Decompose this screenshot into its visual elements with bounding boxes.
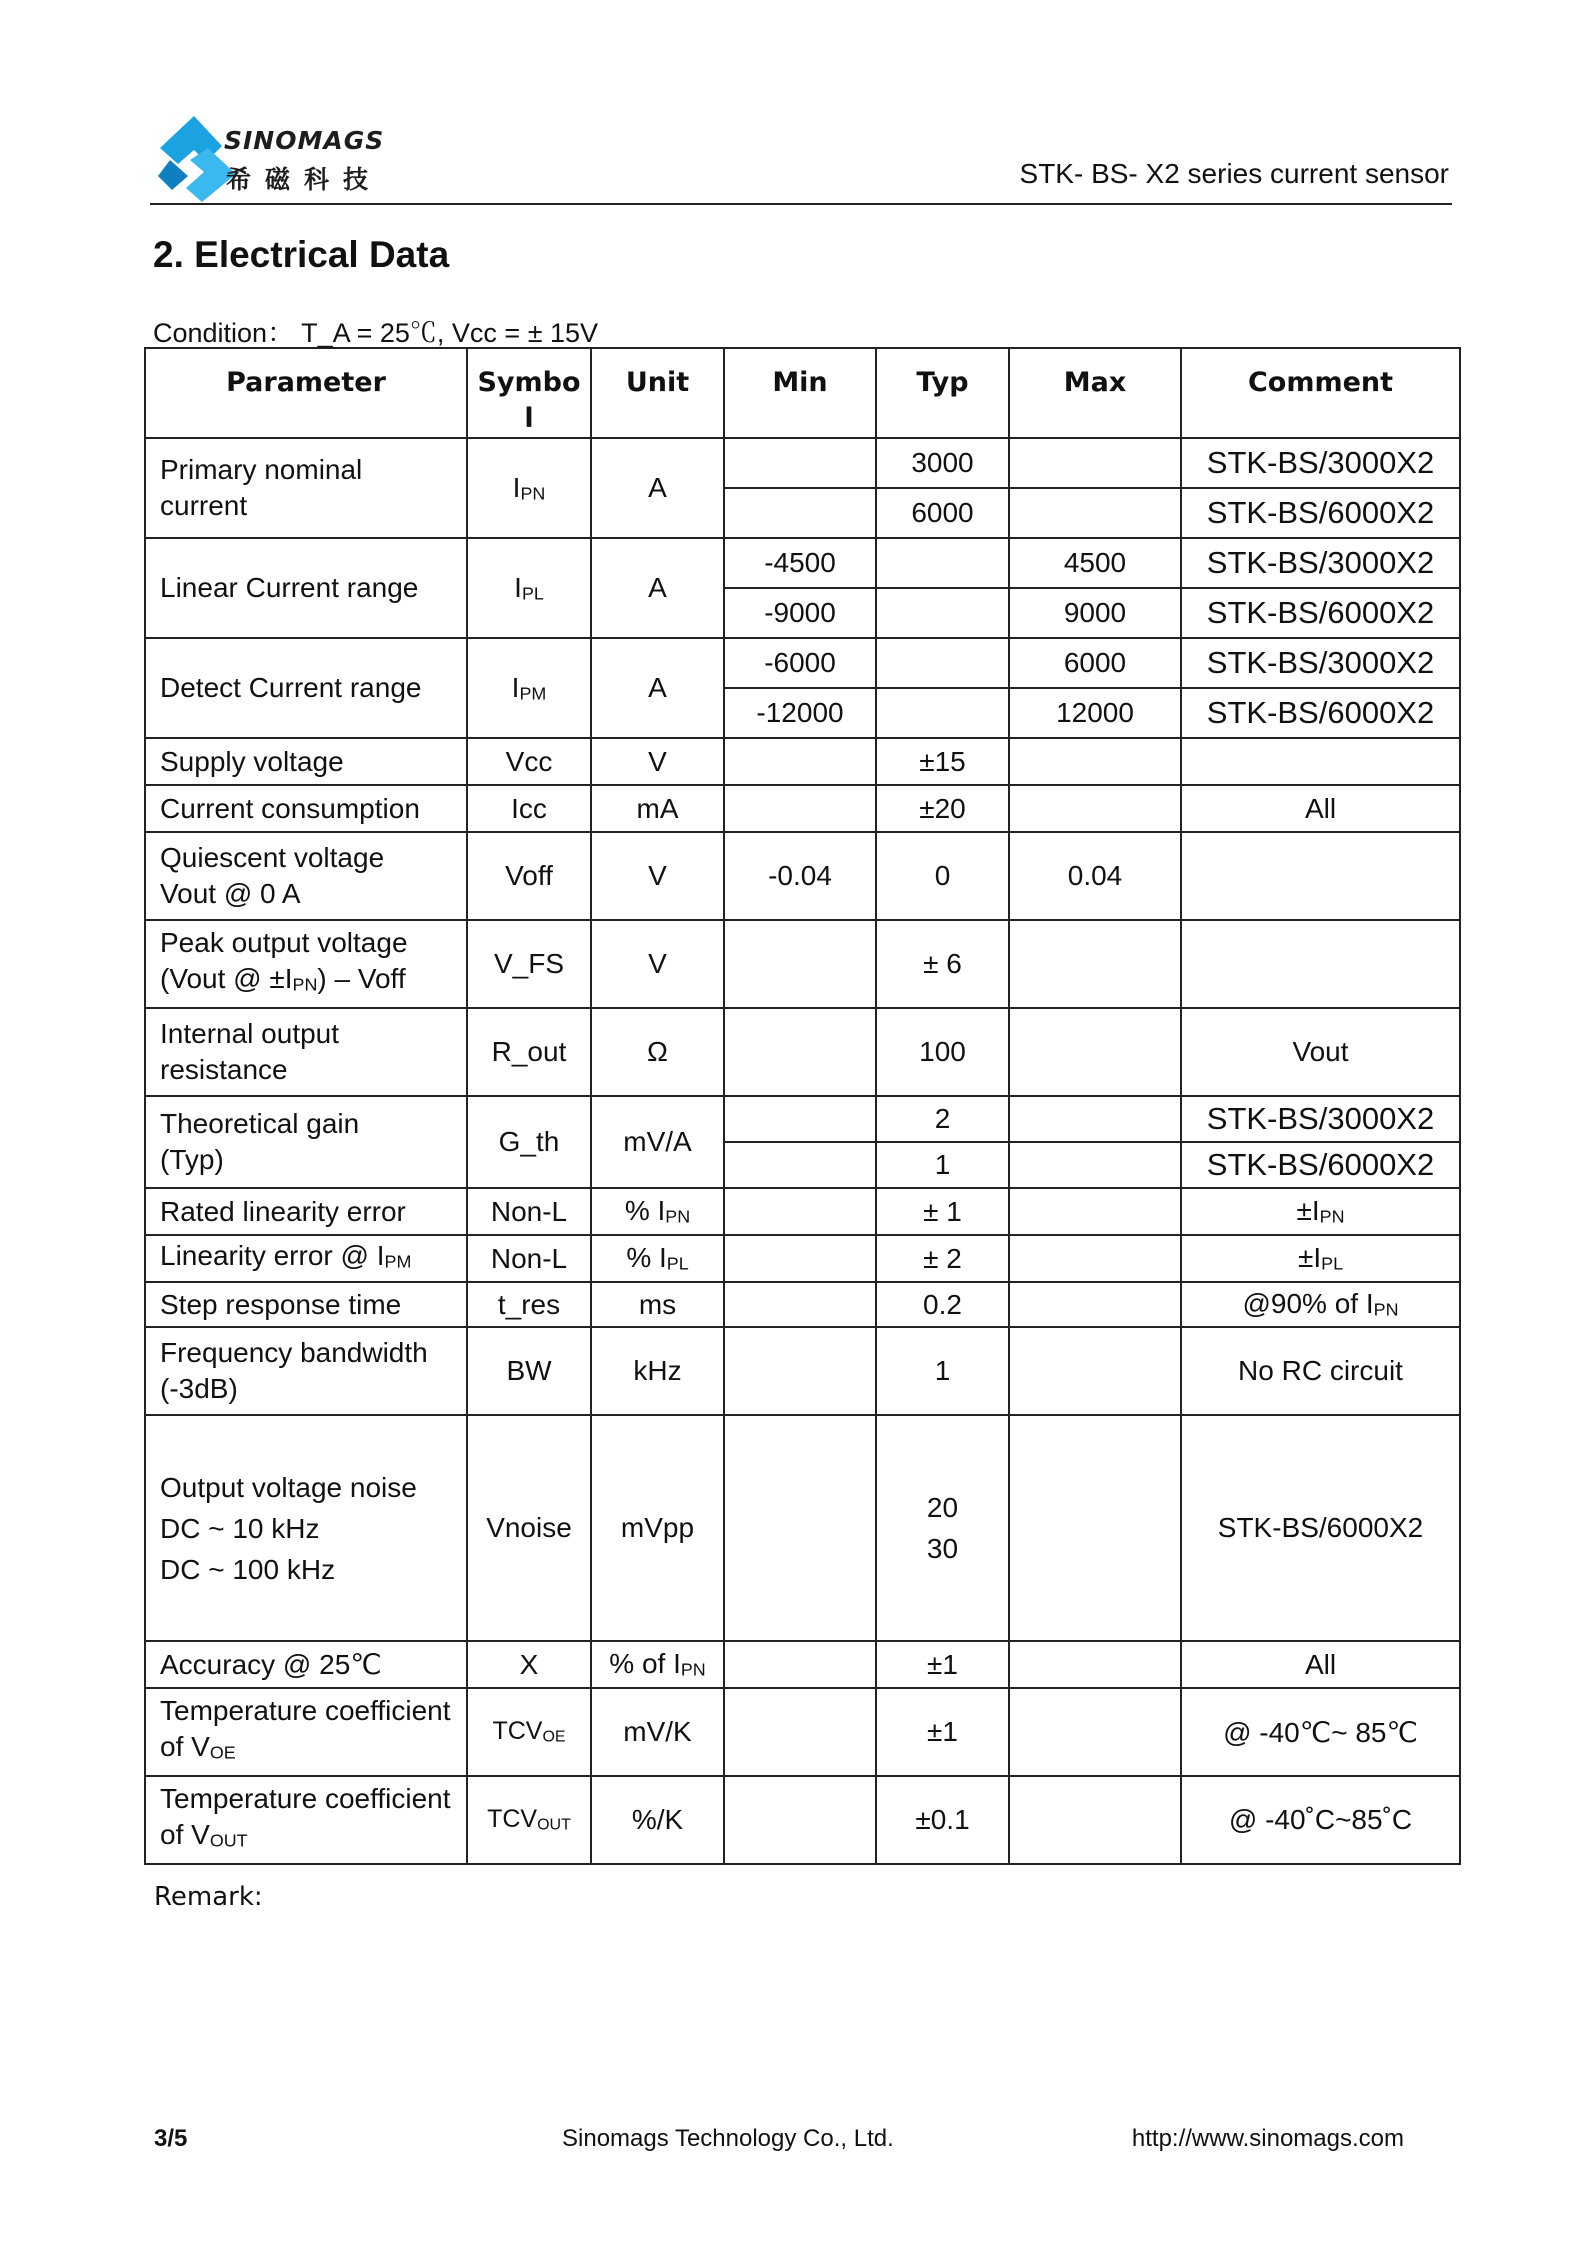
param-cell: Internal output resistance [145, 1008, 467, 1096]
table-row [145, 832, 1460, 920]
unit-cell: % $I_{PL}$ [591, 1235, 724, 1282]
unit-cell: mVpp [591, 1415, 724, 1641]
min-cell [724, 785, 876, 832]
param-cell: Linearity error @ $I_{PM}$ [145, 1235, 467, 1282]
typ-cell: 3000 [876, 438, 1009, 488]
unit-cell: ms [591, 1282, 724, 1327]
symbol-cell: $I_{PN}$ [467, 438, 591, 538]
section-title: 2. Electrical Data [153, 234, 450, 275]
header-typ: Typ [876, 348, 1009, 438]
max-cell: 6000 [1009, 638, 1181, 688]
max-cell [1009, 738, 1181, 785]
min-cell [724, 1188, 876, 1235]
table-row [145, 1008, 1460, 1096]
max-cell [1009, 1008, 1181, 1096]
param-cell: Quiescent voltage Vout @ 0 A [145, 832, 467, 920]
typ-cell [876, 588, 1009, 638]
unit-cell: mV/A [591, 1096, 724, 1188]
table-row [145, 920, 1460, 1008]
brand-chinese-name: 希磁科技 [226, 165, 383, 194]
table-row [145, 638, 1460, 688]
max-cell [1009, 1415, 1181, 1641]
max-cell [1009, 438, 1181, 488]
max-cell [1009, 1235, 1181, 1282]
table-row [145, 1415, 1460, 1641]
comment-cell: $\pm I_{PN}$ [1181, 1188, 1460, 1235]
param-cell: Supply voltage [145, 738, 467, 785]
table-header-row [145, 348, 1460, 438]
max-cell [1009, 920, 1181, 1008]
max-cell [1009, 1142, 1181, 1188]
param-cell: Output voltage noise DC ~ 10 kHz DC ~ 100 kHz [145, 1415, 467, 1641]
symbol-cell: Vnoise [467, 1415, 591, 1641]
typ-cell: 6000 [876, 488, 1009, 538]
min-cell [724, 1142, 876, 1188]
param-cell: Temperature coefficient of $V_{OUT}$ [145, 1776, 467, 1864]
max-cell [1009, 1282, 1181, 1327]
table-row [145, 785, 1460, 832]
unit-cell: %/K [591, 1776, 724, 1864]
typ-cell: ±15 [876, 738, 1009, 785]
param-cell: Current consumption [145, 785, 467, 832]
symbol-cell: Voff [467, 832, 591, 920]
header-divider [150, 203, 1452, 205]
min-cell [724, 1096, 876, 1142]
unit-cell: V [591, 920, 724, 1008]
company-name: Sinomags Technology Co., Ltd. [562, 2125, 894, 2152]
param-cell: Detect Current range [145, 638, 467, 738]
min-cell: -9000 [724, 588, 876, 638]
max-cell [1009, 1327, 1181, 1415]
max-cell [1009, 1688, 1181, 1776]
symbol-cell: Vcc [467, 738, 591, 785]
typ-cell: 0.2 [876, 1282, 1009, 1327]
unit-cell: mV/K [591, 1688, 724, 1776]
header-symbol: Symbo l [467, 348, 591, 438]
min-cell: -4500 [724, 538, 876, 588]
typ-cell [876, 538, 1009, 588]
table-row [145, 538, 1460, 588]
max-cell [1009, 1776, 1181, 1864]
table-row [145, 1188, 1460, 1235]
page-number: 3/5 [154, 2125, 188, 2152]
table-row [145, 1688, 1460, 1776]
param-cell: Frequency bandwidth (-3dB) [145, 1327, 467, 1415]
comment-cell: Vout [1181, 1008, 1460, 1096]
max-cell [1009, 488, 1181, 538]
symbol-cell: $TCV_{OUT}$ [467, 1776, 591, 1864]
min-cell: -6000 [724, 638, 876, 688]
header-parameter: Parameter [145, 348, 467, 438]
min-cell [724, 738, 876, 785]
param-cell: Primary nominal current [145, 438, 467, 538]
unit-cell: A [591, 538, 724, 638]
param-cell: Theoretical gain (Typ) [145, 1096, 467, 1188]
unit-cell: kHz [591, 1327, 724, 1415]
max-cell [1009, 1188, 1181, 1235]
header-max: Max [1009, 348, 1181, 438]
document-title: STK- BS- X2 series current sensor [1019, 158, 1449, 189]
table-row [145, 738, 1460, 785]
symbol-cell: Icc [467, 785, 591, 832]
header-comment: Comment [1181, 348, 1460, 438]
unit-cell: % of $I_{PN}$ [591, 1641, 724, 1688]
unit-cell: V [591, 832, 724, 920]
symbol-cell: X [467, 1641, 591, 1688]
unit-cell: Ω [591, 1008, 724, 1096]
min-cell [724, 1641, 876, 1688]
symbol-cell: R_out [467, 1008, 591, 1096]
max-cell [1009, 785, 1181, 832]
comment-cell: No RC circuit [1181, 1327, 1460, 1415]
comment-cell: All [1181, 785, 1460, 832]
max-cell: 4500 [1009, 538, 1181, 588]
min-cell [724, 1415, 876, 1641]
min-cell [724, 1008, 876, 1096]
symbol-cell: Non-L [467, 1188, 591, 1235]
typ-cell: 1 [876, 1327, 1009, 1415]
typ-cell: ±1 [876, 1688, 1009, 1776]
symbol-cell: BW [467, 1327, 591, 1415]
comment-cell: @ -40˚C~85˚C [1181, 1776, 1460, 1864]
symbol-cell: $I_{PM}$ [467, 638, 591, 738]
comment-cell: STK-BS/6000X2 [1181, 1142, 1460, 1188]
symbol-cell: V_FS [467, 920, 591, 1008]
param-cell: Rated linearity error [145, 1188, 467, 1235]
min-cell [724, 1776, 876, 1864]
unit-cell: mA [591, 785, 724, 832]
typ-cell [876, 638, 1009, 688]
min-cell [724, 1235, 876, 1282]
param-cell: Peak output voltage (Vout @ $\pm I_{PN}$) – Voff [145, 920, 467, 1008]
min-cell [724, 1327, 876, 1415]
comment-cell: @ -40℃~ 85℃ [1181, 1688, 1460, 1776]
comment-cell: STK-BS/3000X2 [1181, 538, 1460, 588]
comment-cell: STK-BS/6000X2 [1181, 488, 1460, 538]
param-cell: Linear Current range [145, 538, 467, 638]
unit-cell: A [591, 438, 724, 538]
comment-cell: STK-BS/6000X2 [1181, 588, 1460, 638]
typ-cell: ±20 [876, 785, 1009, 832]
comment-cell: STK-BS/3000X2 [1181, 1096, 1460, 1142]
comment-cell [1181, 920, 1460, 1008]
comment-cell: STK-BS/6000X2 [1181, 1415, 1460, 1641]
comment-cell: STK-BS/6000X2 [1181, 688, 1460, 738]
typ-cell: 0 [876, 832, 1009, 920]
typ-cell: ± 2 [876, 1235, 1009, 1282]
symbol-cell: $I_{PL}$ [467, 538, 591, 638]
comment-cell: @90% of $I_{PN}$ [1181, 1282, 1460, 1327]
typ-cell: ± 6 [876, 920, 1009, 1008]
header-unit: Unit [591, 348, 724, 438]
typ-cell: 1 [876, 1142, 1009, 1188]
table-row [145, 1096, 1460, 1142]
table-row [145, 1327, 1460, 1415]
min-cell: -12000 [724, 688, 876, 738]
param-cell: Temperature coefficient of $V_{OE}$ [145, 1688, 467, 1776]
symbol-cell: Non-L [467, 1235, 591, 1282]
comment-cell [1181, 832, 1460, 920]
typ-cell: 20 30 [876, 1415, 1009, 1641]
table-row [145, 1776, 1460, 1864]
header-min: Min [724, 348, 876, 438]
comment-cell: STK-BS/3000X2 [1181, 438, 1460, 488]
typ-cell [876, 688, 1009, 738]
min-cell [724, 920, 876, 1008]
typ-cell: 2 [876, 1096, 1009, 1142]
unit-cell: A [591, 638, 724, 738]
param-cell: Accuracy @ 25℃ [145, 1641, 467, 1688]
comment-cell: $\pm I_{PL}$ [1181, 1235, 1460, 1282]
electrical-data-table [144, 347, 1461, 1865]
max-cell [1009, 1641, 1181, 1688]
min-cell [724, 1282, 876, 1327]
max-cell [1009, 1096, 1181, 1142]
min-cell [724, 1688, 876, 1776]
company-url[interactable]: http://www.sinomags.com [1131, 2125, 1404, 2152]
param-cell: Step response time [145, 1282, 467, 1327]
comment-cell: All [1181, 1641, 1460, 1688]
typ-cell: ± 1 [876, 1188, 1009, 1235]
symbol-cell: $TCV_{OE}$ [467, 1688, 591, 1776]
table-row [145, 438, 1460, 488]
unit-cell: % $I_{PN}$ [591, 1188, 724, 1235]
brand-name: SINOMAGS [224, 126, 385, 155]
comment-cell [1181, 738, 1460, 785]
unit-cell: V [591, 738, 724, 785]
max-cell: 9000 [1009, 588, 1181, 638]
remark-label: Remark: [154, 1882, 263, 1912]
typ-cell: ±0.1 [876, 1776, 1009, 1864]
max-cell: 0.04 [1009, 832, 1181, 920]
typ-cell: 100 [876, 1008, 1009, 1096]
table-row [145, 1235, 1460, 1282]
table-row [145, 1282, 1460, 1327]
test-condition: Condition： T_A = 25℃, Vcc = ± 15V [153, 318, 599, 348]
min-cell: -0.04 [724, 832, 876, 920]
comment-cell: STK-BS/3000X2 [1181, 638, 1460, 688]
table-row [145, 1641, 1460, 1688]
max-cell: 12000 [1009, 688, 1181, 738]
min-cell [724, 488, 876, 538]
min-cell [724, 438, 876, 488]
symbol-cell: t_res [467, 1282, 591, 1327]
symbol-cell: G_th [467, 1096, 591, 1188]
typ-cell: ±1 [876, 1641, 1009, 1688]
